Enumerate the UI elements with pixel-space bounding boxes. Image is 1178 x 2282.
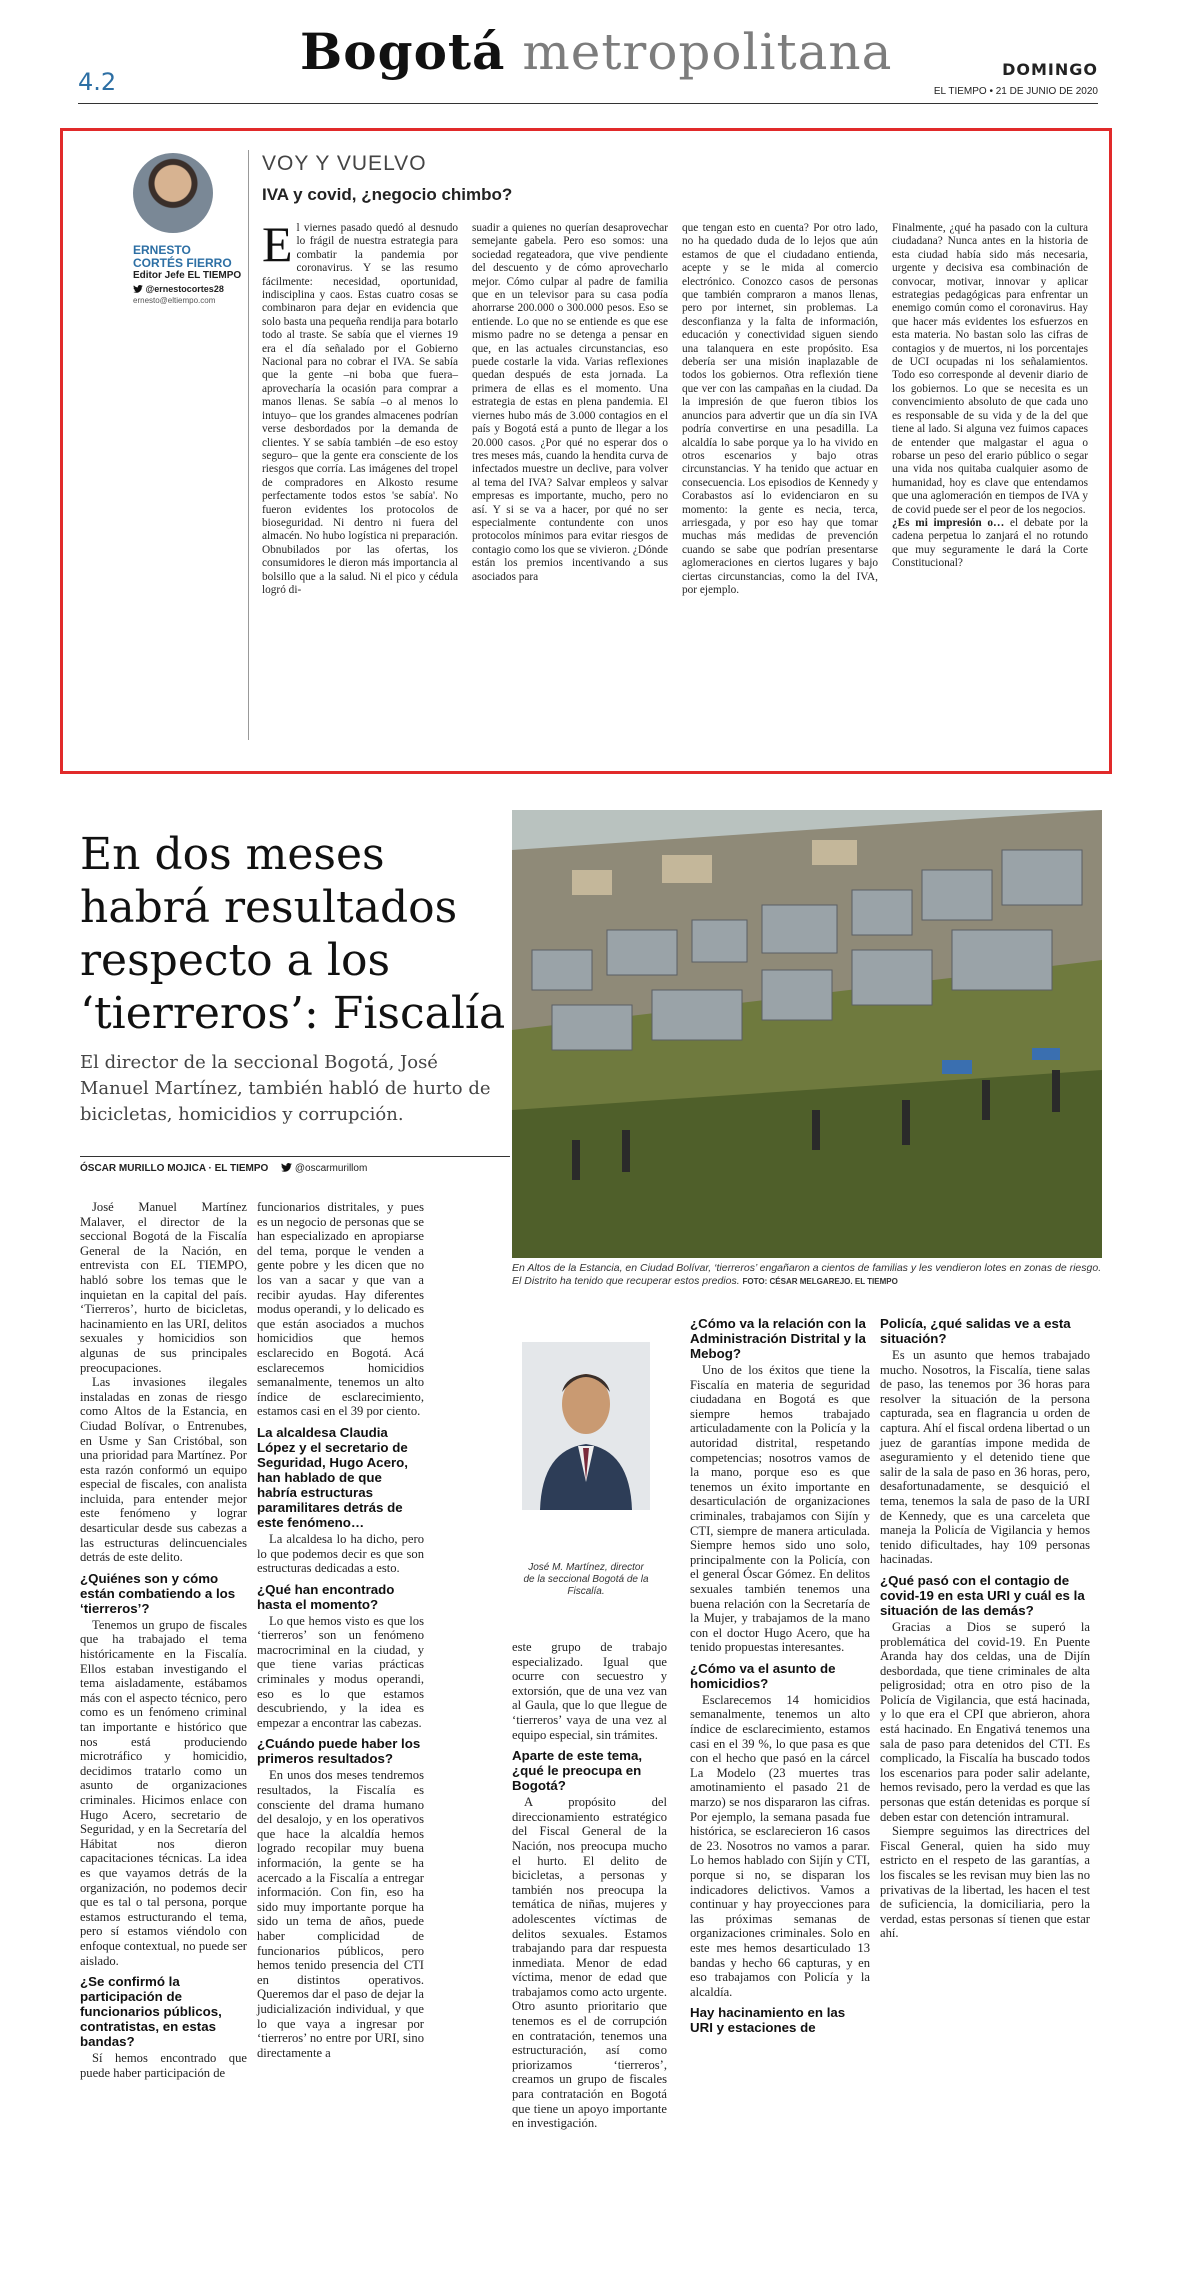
- article-col-1: [80, 1200, 247, 2100]
- settlement-photo-illustration: [512, 810, 1102, 1258]
- column-body-4: Finalmente, ¿qué ha pasado con la cultura ciudadana? Nunca antes en la historia de esta ciudad había sido más necesaria, urgente y decisiva esa combinación de convocar, motivar, innovar y aplicar estrategias pedagógicas para enfrentar un enemigo común como el coronavirus. Hay que hacer más evidentes los esfuerzos en esta materia. No bastan solo las cifras de contagios y de muertos, ni los porcentajes de UCI ocupadas ni los señalamientos. Todo eso corresponde al devenir diario de los gobiernos. Lo que se necesita es un convencimiento absoluto de que cada uno es responsable de su vida y de la del que tiene al lado. Si alguna vez fuimos capaces de entender que malgastar el agua o robarse un peso del erario público o segar una vida nos quitaba cualquier asomo de humanidad, hoy es clave que entendamos que una aglomeración en tiempos de IVA y de covid puede ser el peor de los negocios.: [892, 222, 1088, 516]
- interview-question: ¿Cómo va el asunto de homicidios?: [690, 1660, 836, 1691]
- day-name: DOMINGO: [1002, 60, 1098, 79]
- column-section-title: VOY Y VUELVO: [262, 152, 427, 175]
- portrait-photo: [522, 1342, 650, 1510]
- article-headline: En dos meses habrá resultados respecto a los ‘tierreros’: Fiscalía: [80, 829, 506, 1039]
- column-text-col-4: [892, 222, 1088, 742]
- author-twitter: [133, 284, 224, 294]
- column-body-1: l viernes pasado quedó al desnudo lo frágil de nuestra estrategia para combatir la pandemia por coronavirus. Y se las resumo fácilmente: necesidad, oportunidad, indisciplina y caos. Estas cuatro cosas se combinaron para dejar en evidencia que solo basta una pequeña rendija para botarlo todo al traste. Se sabía que el viernes 19 era el día señalado por el Gobierno Nacional para no cobrar el IVA. Se sabía que la gente –ni boba que fuera– aprovecharía la ocasión para comprar a manos llenas. Se sabía –o al menos lo intuyo– que los grandes almacenes podrían verse desbordados por la demanda de clientes. Y se sabía también –de eso estoy seguro– que la gente era consciente de los riesgos que corría. Las imágenes del tropel de compradores en Alkosto resume perfectamente todos estos 'se sabía'. No fueron evidentes los protocolos de bioseguridad. Ni dentro ni fuera del almacén. No hubo logística ni preparación. Obnubilados por las ofertas, los consumidores le dieron más importancia al bolsillo que a la salud. Ni el pico y cédula logró di-: [262, 222, 458, 596]
- byline-rule: [80, 1156, 510, 1157]
- author-avatar: [133, 153, 213, 233]
- article-paragraph: La alcaldesa lo ha dicho, pero lo que podemos decir es que son estructuras dedicadas a esto.: [257, 1531, 424, 1576]
- author-name: [133, 244, 233, 270]
- byline: [80, 1163, 367, 1174]
- dateline: EL TIEMPO • 21 DE JUNIO DE 2020: [933, 86, 1098, 97]
- page-number: 4.2: [78, 68, 117, 96]
- author-twitter-handle: @ernestocortes28: [145, 284, 224, 294]
- article-col-3: [512, 1640, 667, 2131]
- article-col-2: [257, 1200, 424, 2100]
- column-text-col-1: [262, 216, 458, 742]
- header-rule: [78, 103, 1098, 104]
- column-headline: IVA y covid, ¿negocio chimbo?: [262, 185, 513, 204]
- column-text-col-2: suadir a quienes no querían desaprovechar semejante gabela. Pero eso somos: una sociedad regateadora, que vive pendiente del descuento y de cómo aprovecharlo mejor. Cómo culpar al padre de familia que en un televisor para su casa podía ahorrarse 200.000 o 300.000 pesos. Eso se entiende. Lo que no se entiende es que ese mismo padre no se detenga a pensar en que, en las actuales circunstancias, eso puede costarle la vida. Varias reflexiones quedan después de esta jornada. La primera de ellas es el momento. Una estrategia de estas en plena pandemia. El viernes hubo más de 3.000 contagios en el país y Bogotá está a punto de llegar a los 20.000 casos. ¿Por qué no esperar dos o tres meses más, cuando la hendita curva de infectados muestre un declive, para volver al tema del IVA? Salvar empleos y salvar empresas es importante, mucho, pero no así. Y si se va a hacer, por qué no ser especialmente contundente con unos protocolos mínimos para evitar riesgos de contagio como los que se vivieron. ¿Dónde están los premios incentivando a sus asociados para: [472, 222, 668, 583]
- masthead-section: metropolitana: [522, 23, 893, 81]
- interview-question: Aparte de este tema, ¿qué le preocupa en Bogotá?: [512, 1748, 643, 1794]
- interview-question: ¿Cuándo puede haber los primeros resultados?: [257, 1736, 421, 1767]
- photo-credit: FOTO: CÉSAR MELGAREJO. EL TIEMPO: [742, 1277, 898, 1286]
- article-paragraph: funcionarios distritales, y pues es un negocio de personas que se han especializado en apropiarse del tema, porque le venden a gente pobre y les dicen que no los van a sacar y que van a recibir ayudas. Hay diferentes modus operandi, y lo delicado es que están asociados a muchos homicidios que hemos esclarecido en Bogotá. Acá esclarecemos homicidios semanalmente, tenemos un alto índice de esclarecimiento, estamos casi en el 39 por ciento.: [257, 1200, 424, 1419]
- column-divider: [248, 150, 249, 740]
- column-closing-question: ¿Es mi impresión o…: [892, 516, 1005, 529]
- masthead-city: Bogotá: [300, 22, 506, 81]
- author-role: Editor Jefe EL TIEMPO: [133, 270, 242, 281]
- article-paragraph: Gracias a Dios se superó la problemática del covid-19. En Puente Aranda hay dos celdas, una de Dijín desbordada, que tiene criminales de alta peligrosidad; otra en otro piso de la Policía de Vigilancia, que está hacinada, y lo que era el CPI que abrieron, ahora está hacinado. En Engativá tenemos una sala de paso para detenidos del CTI. Es complicado, la Fiscalía ha buscado todos los escenarios para poder salir adelante, hemos revisado, pero la verdad es que las personas que están detenidas es porque sí deben estar con detención intramural.: [880, 1619, 1090, 1824]
- author-last-name: CORTÉS FIERRO: [133, 256, 232, 270]
- twitter-bird-icon: [281, 1163, 292, 1172]
- interview-question: ¿Se confirmó la participación de funcionarios públicos, contratistas, en estas bandas?: [80, 1974, 222, 2050]
- section-masthead: [300, 22, 892, 81]
- article-paragraph: Es un asunto que hemos trabajado mucho. Nosotros, la Fiscalía, tiene salas de paso, las tenemos por 36 horas para resolver la situación de la persona capturada, sea en flagrancia u orden de captura. Ahí el fiscal ordena libertad o un juez de garantías impone medida de aseguramiento y el detenido tiene que salir de la sala de paso en 36 horas, pero, desafortunadamente, se desquició el tema, tenemos la sala de paso de la URI de Kennedy, que es una carceleta que maneja la Policía de Vigilancia y hemos tenido dificultades, hay 109 personas hacinadas.: [880, 1348, 1090, 1567]
- photo-caption-text: En Altos de la Estancia, en Ciudad Bolívar, ‘tierreros’ engañaron a cientos de familias y les vendieron lotes en zonas de riesgo. El Distrito ha tenido que recuperar estos predios.: [512, 1262, 1102, 1287]
- article-paragraph: Las invasiones ilegales instaladas en zonas de riesgo como Altos de la Estancia, en Ciudad Bolívar, o Entrenubes, en Usme y San Cristóbal, son una prioridad para Martínez. Por esta razón conformó un equipo especial de fiscales, con analista incluida, para entender mejor este fenómeno y lograr desarticular desde sus cabezas a las estructuras delincuenciales detrás de este delito.: [80, 1375, 247, 1565]
- article-paragraph: Sí hemos encontrado que puede haber participación de: [80, 2051, 247, 2080]
- photo-caption: [512, 1262, 1102, 1288]
- column-text-col-3: que tengan esto en cuenta? Por otro lado, no ha quedado duda de lo lejos que aún estamos de que el ciudadano entienda, acepte y se le mida al comercio electrónico. Conozco casos de personas que también compraron a manos llenas, pero por internet, sin problemas. La desconfianza y la falta de información, educación y conectividad siguen siendo una talanquera en este propósito. Esa debería ser una misión inaplazable de todos los gobiernos. Otra reflexión tiene que ver con las campañas en la ciudad. Da la impresión de que fueron tibios los anuncios para advertir que un día sin IVA podría convertirse en una pesadilla. La alcaldía lo sabe porque ya lo ha vivido en otros escenarios y bajo otras circunstancias. Y ha tenido que actuar en consecuencia. Los episodios de Kennedy y Corabastos así lo evidenciaron en su momento: la gente es necia, terca, arriesgada, y por eso hay que tomar muchas más medidas de prevención cuando se sabe que podrían presentarse aglomeraciones en ciertos lugares y bajo ciertas circunstancias, como la del IVA, por ejemplo.: [682, 222, 878, 596]
- hillside-settlement-photo: [512, 810, 1102, 1258]
- article-paragraph: En unos dos meses tendremos resultados, la Fiscalía es consciente del drama humano del desalojo, y en los operativos que hace la alcaldía hemos logrado recopilar muy buena información, la gente se ha acercado a la Fiscalía a entregar información. Con fin, eso ha sido muy importante porque ha sido un tema de años, puede haber complicidad de funcionarios públicos, pero hemos tenido presencia del CTI en distintos operativos. Queremos dar el paso de dejar la judicialización individual, y que lo que vaya a ingresar por ‘tierreros’ no entre por URI, sino directamente a: [257, 1768, 424, 2060]
- interview-question: ¿Cómo va la relación con la Administración Distrital y la Mebog?: [690, 1316, 866, 1361]
- article-col-4: [690, 1316, 870, 2100]
- article-paragraph: Uno de los éxitos que tiene la Fiscalía en materia de seguridad ciudadana en Bogotá es que siempre hemos trabajado articuladamente con la Policía y la autoridad distrital, respetando competencias; nosotros vamos de la mano, porque eso es que tenemos un éxito importante en desarticulación de organizaciones criminales, trabajamos con Sijín y CTI, siempre de manera articulada. Siempre hemos sido uno solo, principalmente con la Policía, con el general Óscar Gómez. En delitos sexuales también tenemos una buena relación con la Secretaría de la Mujer, y trabajamos de la mano con el doctor Hugo Acero, que ha tenido propuestas interesantes.: [690, 1363, 870, 1655]
- byline-twitter-handle: @oscarmurillom: [294, 1163, 368, 1174]
- article-paragraph: Lo que hemos visto es que los ‘tierreros’ son un fenómeno macrocriminal en la ciudad, y que tiene varias prácticas criminales y modus operandi, eso es lo que estamos descubriendo, y la idea es empezar a encontrar las cabezas.: [257, 1613, 424, 1730]
- article-paragraph: José Manuel Martínez Malaver, el director de la seccional Bogotá de la Fiscalía General de la Nación, en entrevista con EL TIEMPO, habló sobre los temas que le inquietan en la capital del país. ‘Tierreros’, hurto de bicicletas, hacinamiento en las URI, delitos sexuales y homicidios son algunas de sus principales preocupaciones.: [80, 1200, 247, 1375]
- article-paragraph: Siempre seguimos las directrices del Fiscal General, quien ha sido muy estricto en el respeto de las garantías, a los fiscales se les revisan muy bien las no privativas de la libertad, les hacen el test de suficiencia, la domiciliaria, pero la verdad, estas personas sí tienen que estar ahí.: [880, 1824, 1090, 1941]
- author-first-name: ERNESTO: [133, 243, 191, 257]
- portrait-caption: José M. Martínez, director de la seccional Bogotá de la Fiscalía.: [523, 1562, 649, 1597]
- author-email: ernesto@eltiempo.com: [133, 296, 216, 305]
- article-paragraph: este grupo de trabajo especializado. Igual que ocurre con secuestro y extorsión, que de una vez van al Gaula, que lo que llegue de ‘tierreros’ vaya de una vez al equipo especial, sin trámites.: [512, 1640, 667, 1742]
- article-paragraph: A propósito del direccionamiento estratégico del Fiscal General de la Nación, nos preocupa mucho el hurto. El delito de bicicletas, a personas y también nos preocupa la temática de niñas, mujeres y adolescentes víctimas de delitos sexuales. Estamos trabajando para dar respuesta inmediata. Menor de edad víctima, menor de edad que trabajamos como acto urgente. Otro asunto prioritario que tenemos es el de corrupción en contratación, tenemos una estructuración, así como priorizamos ‘tierreros’, creamos un grupo de fiscales para contratación en Bogotá que tiene un apoyo importante en investigación.: [512, 1795, 667, 2131]
- twitter-bird-icon: [133, 285, 143, 293]
- portrait-illustration: [522, 1342, 650, 1510]
- article-col-5: [880, 1316, 1090, 2100]
- interview-question: ¿Qué pasó con el contagio de covid-19 en esta URI y cuál es la situación de las demás?: [880, 1572, 1085, 1618]
- byline-author: ÓSCAR MURILLO MOJICA · EL TIEMPO: [80, 1163, 269, 1174]
- drop-cap: E: [262, 216, 293, 272]
- interview-question: Hay hacinamiento en las URI y estaciones de: [690, 2005, 846, 2036]
- interview-question: ¿Quiénes son y cómo están combatiendo a los ‘tierreros’?: [80, 1570, 236, 1616]
- article-paragraph: Tenemos un grupo de fiscales que ha trabajado el tema históricamente en la Fiscalía. Ellos estaban investigando el tema aisladamente, estábamos más con el aspecto técnico, pero como es un fenómeno criminal tan importante e histórico que nos está produciendo microtráfico y homicidio, decidimos tratarlo como un asunto de organizaciones criminales. Hicimos enlace con Hugo Acero, secretario de Seguridad, y en la Secretaría del Hábitat nos dieron capacitaciones técnicas. La idea es que vayamos detrás de la organización, no podemos decir que es tal o tal persona, porque estamos estructurando el tema, pero sí estamos viéndolo con enfoque contextual, no puede ser aislado.: [80, 1617, 247, 1968]
- interview-question: ¿Qué han encontrado hasta el momento?: [257, 1581, 395, 1612]
- byline-twitter: [281, 1163, 367, 1174]
- interview-question: Policía, ¿qué salidas ve a esta situación?: [880, 1316, 1071, 1346]
- column-closing-text: el debate por la cadena perpetua lo zanjará el no rotundo que muy seguramente le dará la Corte Constitucional?: [892, 516, 1089, 570]
- article-dek: El director de la seccional Bogotá, José Manuel Martínez, también habló de hurto de bicicletas, homicidios y corrupción.: [80, 1052, 491, 1125]
- article-paragraph: Esclarecemos 14 homicidios semanalmente, tenemos un alto índice de esclarecimiento, estamos casi en el 39 %, lo que pasa es que con el hecho que pasó en la cárcel La Modelo (23 muertes tras amotinamiento el pasado 21 de marzo) se nos dispararon las cifras. Por ejemplo, la semana pasada fue histórica, se esclarecieron 16 casos de 23. Nosotros no vamos a parar. Lo hemos hablado con Sijín y CTI, porque si no, se disparan los indicadores delictivos. Vamos a continuar y hay proyecciones para las próximas semanas de organizaciones criminales. Solo en este mes hemos desarticulado 13 bandas y hecho 66 capturas, y en eso trabajamos con Policía y la alcaldía.: [690, 1692, 870, 1999]
- interview-question: La alcaldesa Claudia López y el secretario de Seguridad, Hugo Acero, han hablado de que habría estructuras paramilitares detrás de este fenómeno…: [257, 1424, 408, 1530]
